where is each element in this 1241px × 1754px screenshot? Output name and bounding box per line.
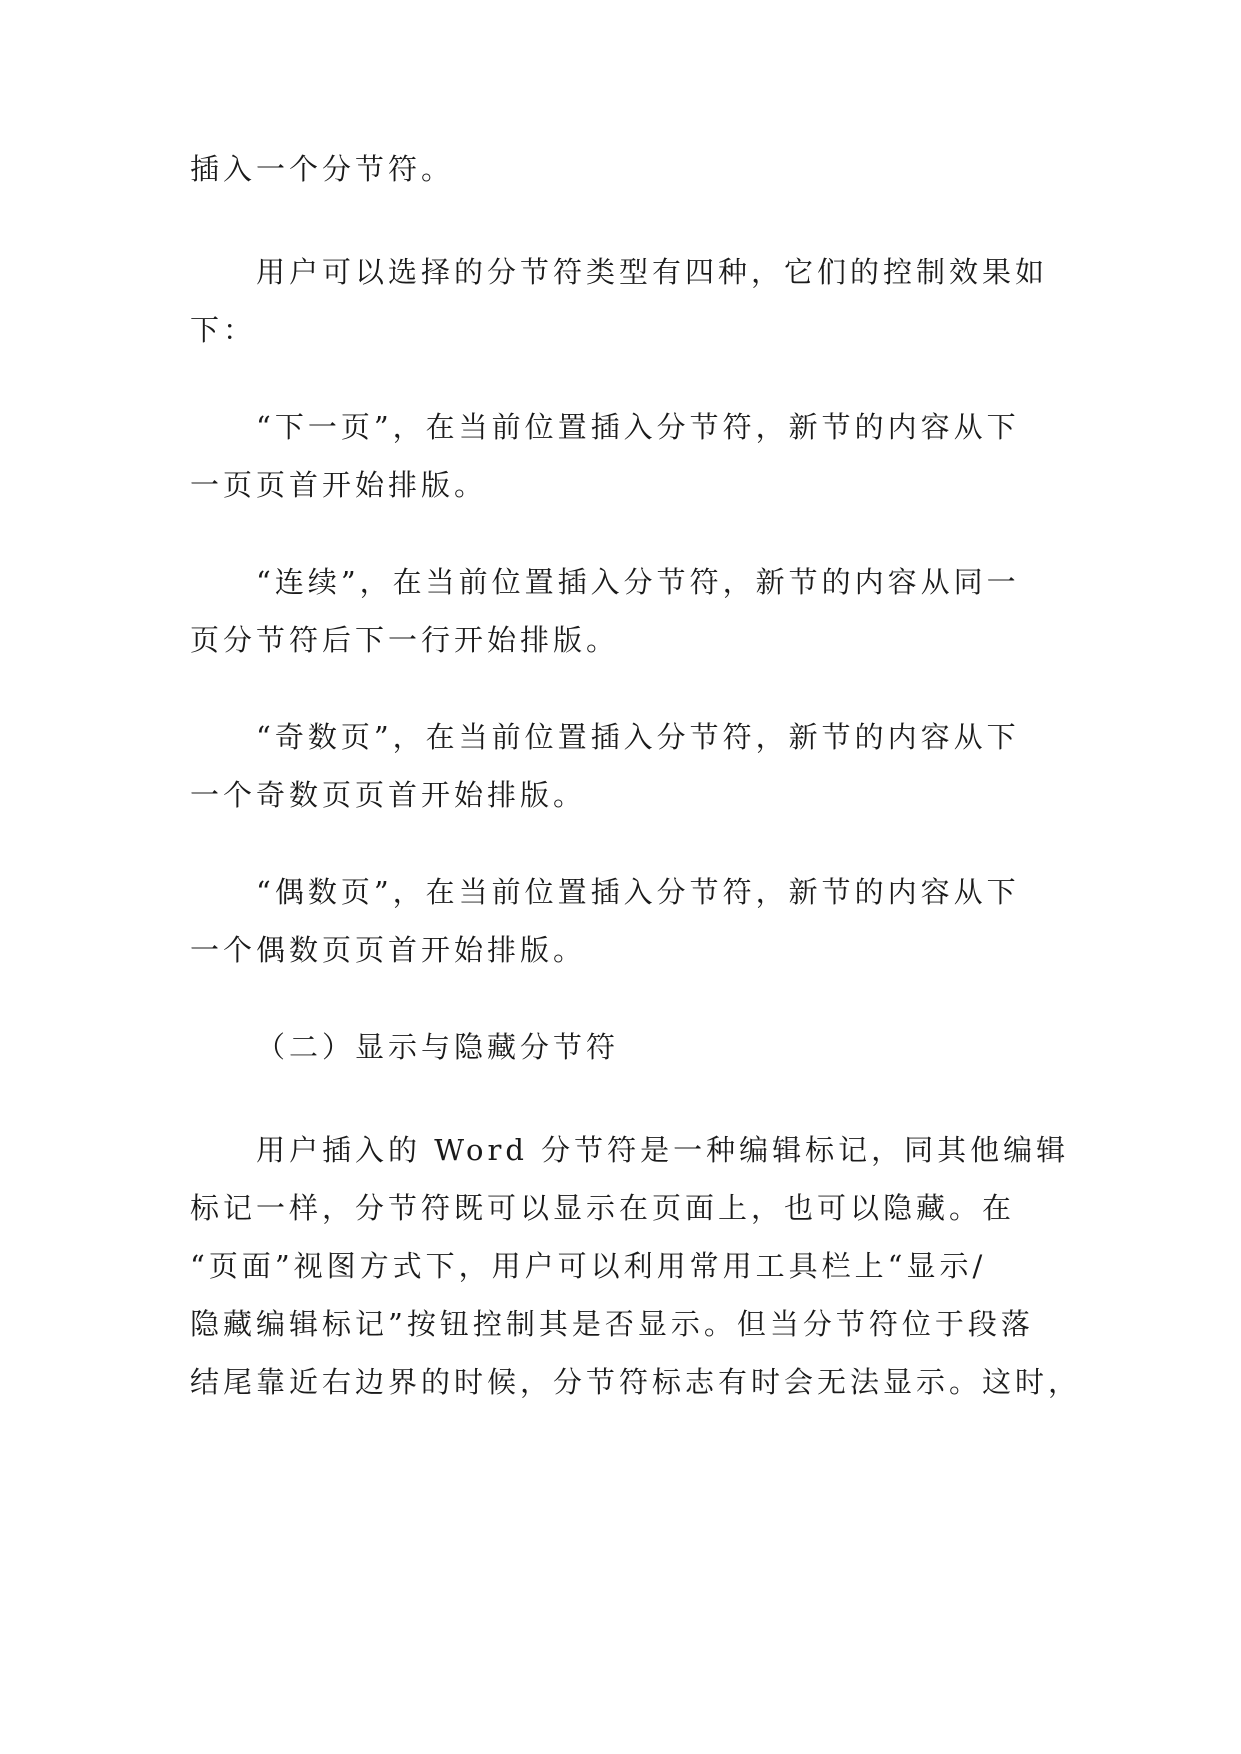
text-line: 一页页首开始排版。 <box>190 468 488 502</box>
text-line: 下： <box>190 313 257 347</box>
text-line: 标记一样，分节符既可以显示在页面上，也可以隐藏。在 <box>190 1191 1016 1225</box>
paragraph-even-page <box>190 863 1060 979</box>
heading-line: （二）显示与隐藏分节符 <box>256 1030 620 1064</box>
text-line: 页分节符后下一行开始排版。 <box>190 623 620 657</box>
text-line: “下一页”，在当前位置插入分节符，新节的内容从下 <box>256 410 1020 444</box>
paragraph-odd-page <box>190 708 1060 824</box>
text-line: “连续”，在当前位置插入分节符，新节的内容从同一 <box>256 565 1020 599</box>
paragraph-next-page <box>190 398 1060 514</box>
text-line: 一个奇数页页首开始排版。 <box>190 778 587 812</box>
paragraph-insert-section-break <box>190 140 1060 198</box>
text-line: 用户可以选择的分节符类型有四种，它们的控制效果如 <box>256 255 1049 289</box>
paragraph-show-hide <box>190 1121 1082 1411</box>
text-line: 用户插入的 Word 分节符是一种编辑标记，同其他编辑 <box>256 1133 1070 1167</box>
paragraph-continuous <box>190 553 1060 669</box>
paragraph-section-break-types <box>190 243 1060 359</box>
text-line: 隐藏编辑标记”按钮控制其是否显示。但当分节符位于段落 <box>190 1307 1034 1341</box>
text-line: “偶数页”，在当前位置插入分节符，新节的内容从下 <box>256 875 1020 909</box>
text-line: 插入一个分节符。 <box>190 152 455 186</box>
text-line: 结尾靠近右边界的时候，分节符标志有时会无法显示。这时， <box>190 1365 1082 1399</box>
text-line: 一个偶数页页首开始排版。 <box>190 933 587 967</box>
section-heading <box>190 1018 1060 1076</box>
text-line: “页面”视图方式下，用户可以利用常用工具栏上“显示/ <box>190 1249 987 1283</box>
text-line: “奇数页”，在当前位置插入分节符，新节的内容从下 <box>256 720 1020 754</box>
